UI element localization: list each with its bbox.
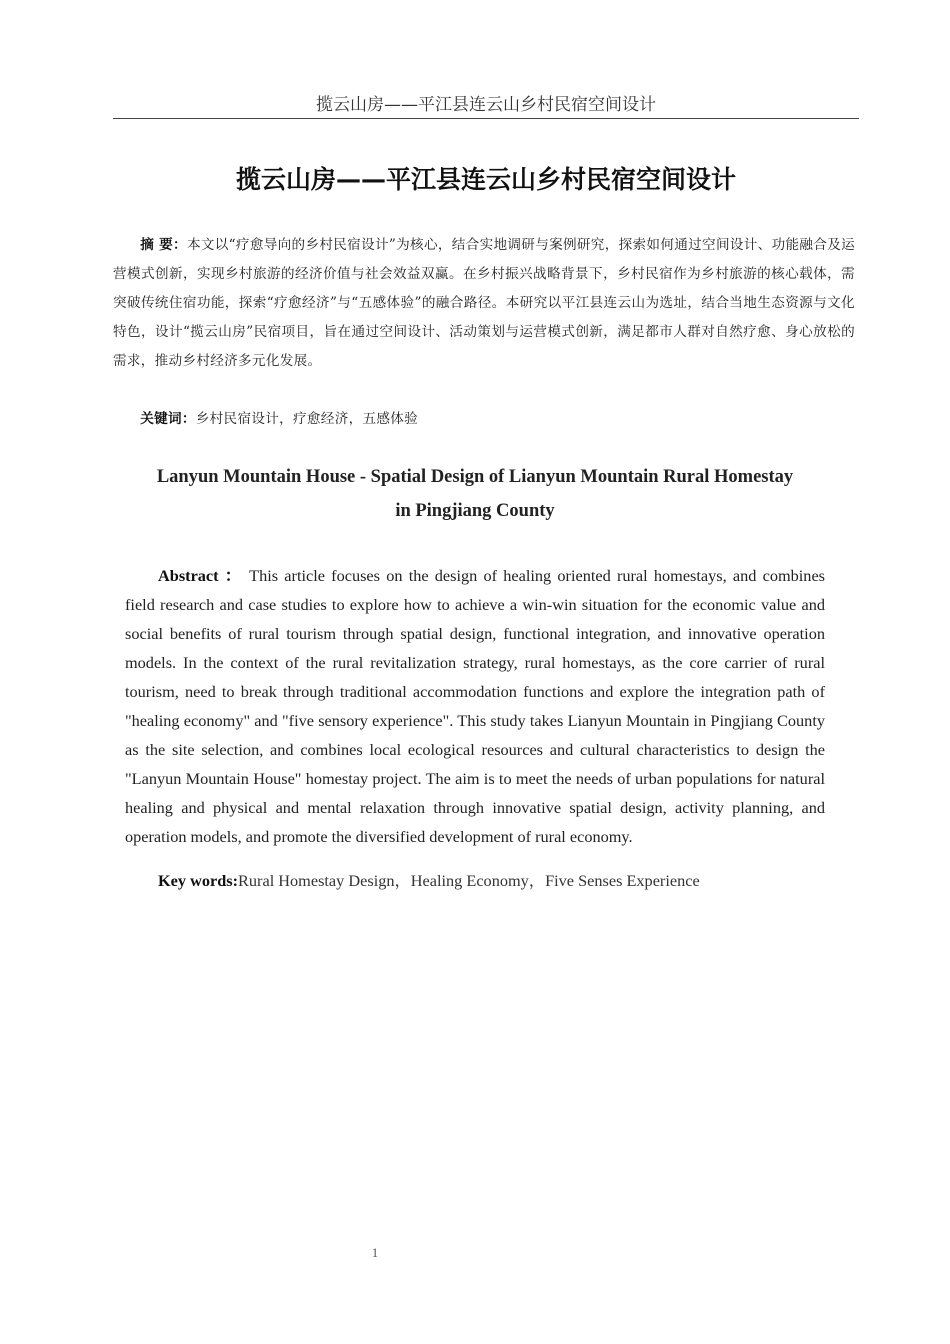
english-keywords-text: Rural Homestay Design，Healing Economy，Five Senses Experience [238, 871, 700, 890]
chinese-title: 揽云山房——平江县连云山乡村民宿空间设计 [235, 165, 736, 194]
chinese-abstract-label: 摘 要： [140, 237, 187, 253]
chinese-keywords-label: 关键词： [140, 411, 196, 427]
english-abstract-text: This article focuses on the design of healing oriented rural homestays, and combines field research and case studies to explore how to achieve a win-win situation for the economic value and social benefits of rural tourism through spatial design, functional integration, and innovative operation models. In the context of the rural revitalization strategy, rural homestays, as the core carrier of rural tourism, need to break through traditional accommodation functions and explore the integration path of "healing economy" and "five sensory experience". This study takes Lianyun Mountain in Pingjiang County as the site selection, and combines local ecological resources and cultural characteristics to design the "Lanyun Mountain House" homestay project. The aim is to meet the needs of urban populations for natural healing and physical and mental relaxation through innovative spatial design, activity planning, and operation models, and promote the diversified development of rural economy. [125, 566, 826, 846]
english-abstract [125, 561, 825, 851]
running-header: 揽云山房——平江县连云山乡村民宿空间设计 [316, 95, 656, 115]
english-keywords [125, 866, 825, 895]
header-divider [113, 118, 859, 119]
chinese-keywords [113, 405, 855, 434]
english-title-line2: in Pingjiang County [395, 501, 555, 521]
english-title-line1: Lanyun Mountain House - Spatial Design of Lianyun Mountain Rural Homestay [156, 467, 794, 487]
english-keywords-label: Key words: [158, 871, 239, 890]
chinese-keywords-text: 乡村民宿设计，疗愈经济，五感体验 [195, 411, 419, 427]
page-number: 1 [371, 1245, 379, 1260]
chinese-abstract [113, 231, 855, 376]
english-abstract-label: Abstract ： [158, 566, 244, 585]
english-title [125, 460, 825, 528]
chinese-abstract-text: 本文以“疗愈导向的乡村民宿设计”为核心，结合实地调研与案例研究，探索如何通过空间设计、功能融合及运营模式创新，实现乡村旅游的经济价值与社会效益双赢。在乡村振兴战略背景下，乡村民宿作为乡村旅游的核心载体，需突破传统住宿功能，探索“疗愈经济”与“五感体验”的融合路径。本研究以平江县连云山为选址，结合当地生态资源与文化特色，设计“揽云山房”民宿项目，旨在通过空间设计、活动策划与运营模式创新，满足都市人群对自然疗愈、身心放松的需求，推动乡村经济多元化发展。 [113, 237, 855, 369]
